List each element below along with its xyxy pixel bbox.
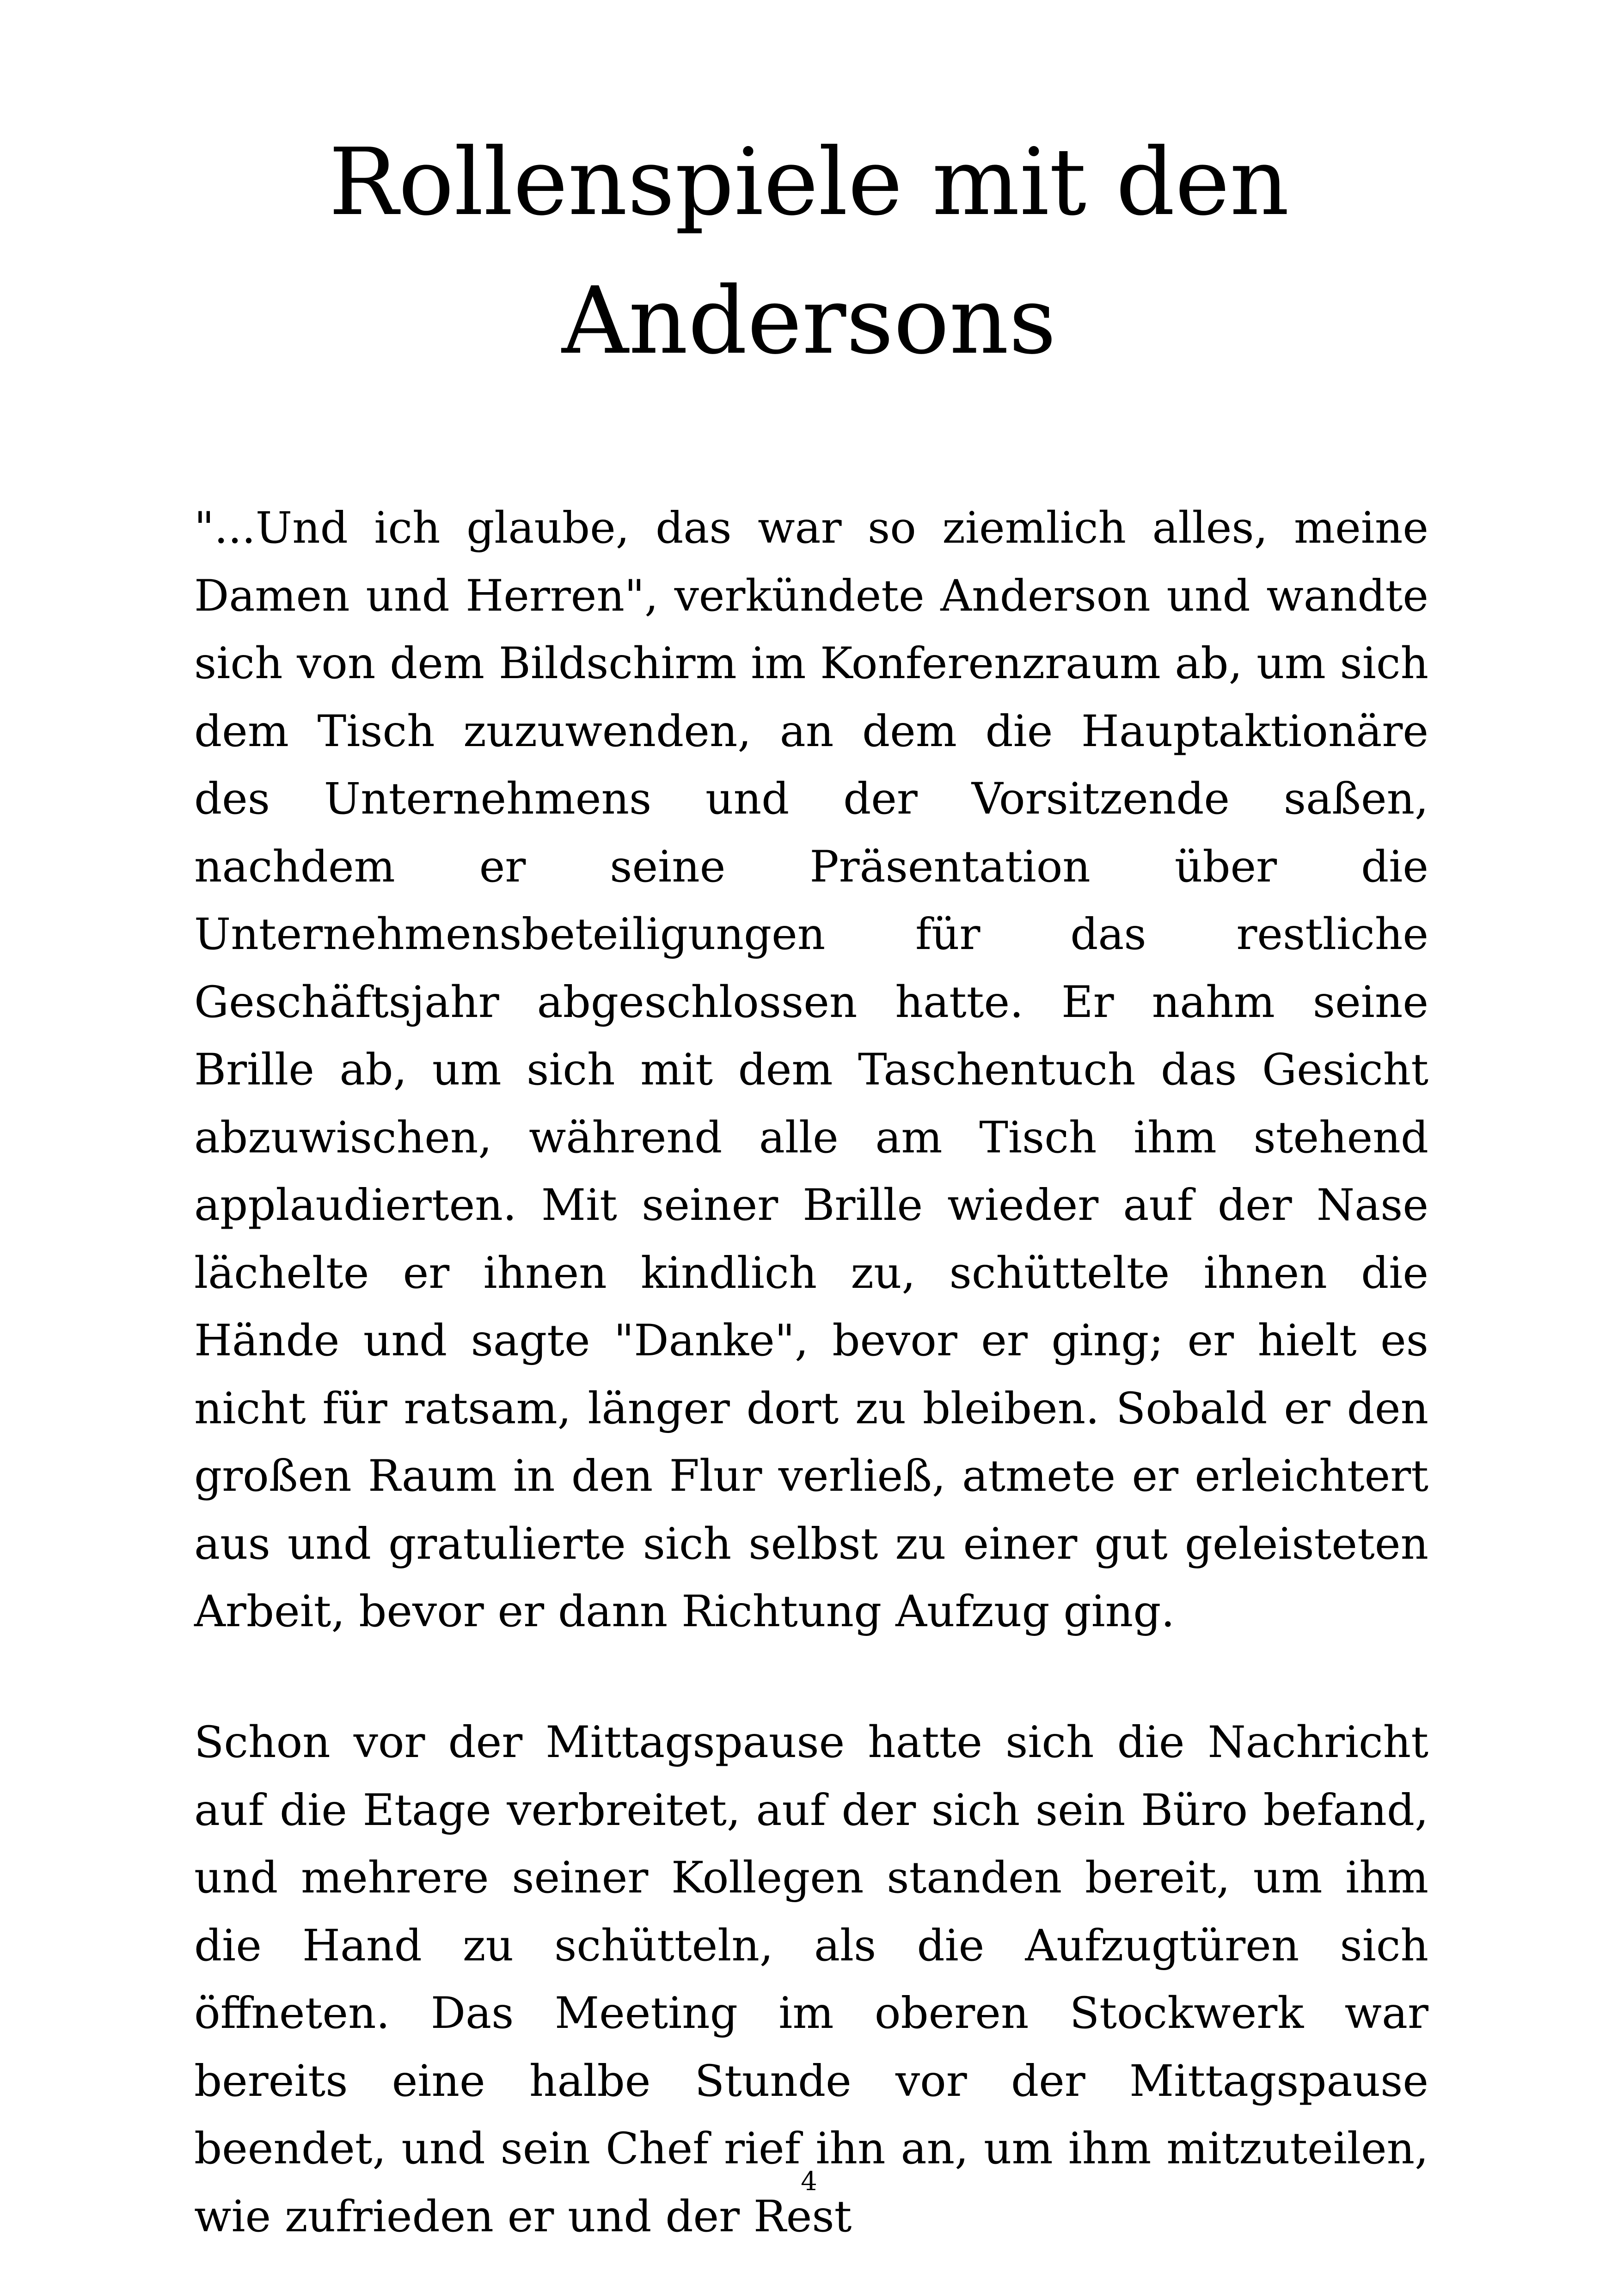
body-paragraph-1: "...Und ich glaube, das war so ziemlich alles, meine Damen und Herren", verkündete Anderson und wandte sich von dem Bildschirm im Konferenzraum ab, um sich dem Tisch zuzuwenden, an dem die Hauptaktionäre des Unternehmens und der Vorsitzende saßen, nachdem er seine Präsentation über die Unternehmensbeteiligungen für das restliche Geschäftsjahr abgeschlossen hatte. Er nahm seine Brille ab, um sich mit dem Taschentuch das Gesicht abzuwischen, während alle am Tisch ihm stehend applaudierten. Mit seiner Brille wieder auf der Nase lächelte er ihnen kindlich zu, schüttelte ihnen die Hände und sagte "Danke", bevor er ging; er hielt es nicht für ratsam, länger dort zu bleiben. Sobald er den großen Raum in den Flur verließ, atmete er erleichtert aus und gratulierte sich selbst zu einer gut geleisteten Arbeit, bevor er dann Richtung Aufzug ging. [194,503,1428,1637]
body-paragraph-2: Schon vor der Mittagspause hatte sich die Nachricht auf die Etage verbreitet, auf der sich sein Büro befand, und mehrere seiner Kollegen standen bereit, um ihm die Hand zu schütteln, als die Aufzugtüren sich öffneten. Das Meeting im oberen Stockwerk war bereits eine halbe Stunde vor der Mittagspause beendet, und sein Chef rief ihn an, um ihm mitzuteilen, wie zufrieden er und der Rest [194,1717,1428,2242]
page-title-line-2: Andersons [562,267,1056,375]
page-title [194,113,1424,391]
page-number: 4 [801,2167,817,2197]
page-title-line-1: Rollenspiele mit den [329,129,1289,236]
